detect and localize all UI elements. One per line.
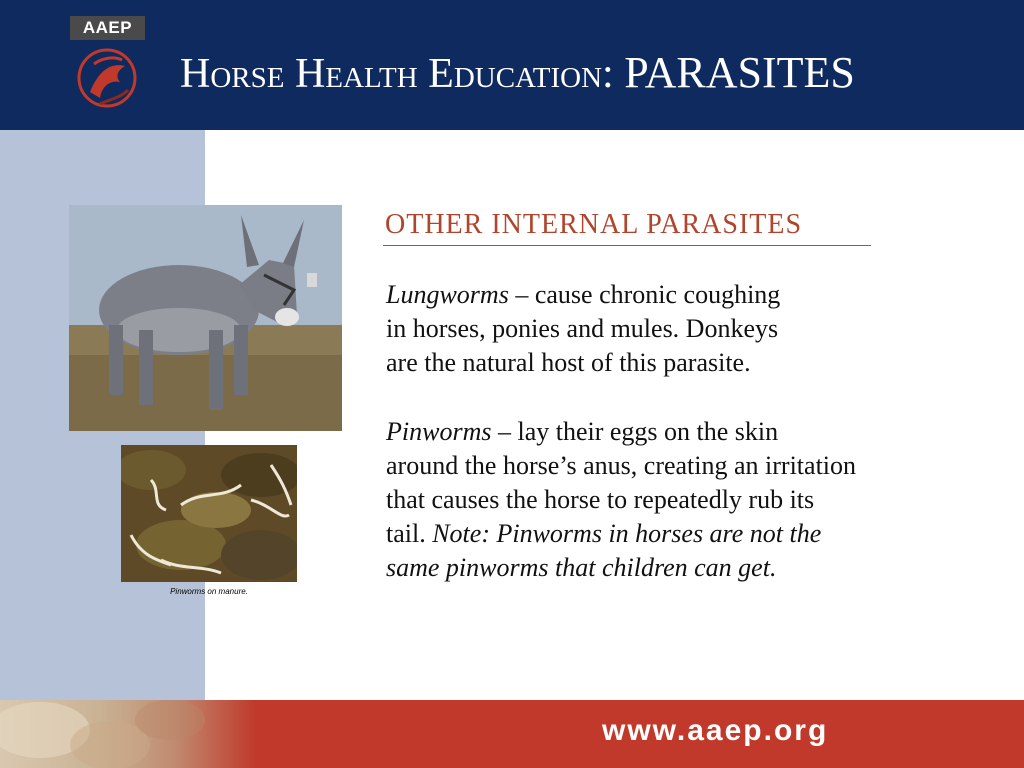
pinworms-note: Note: Pinworms in horses are not the <box>432 519 822 548</box>
pinworms-line4: tail. <box>386 519 433 548</box>
pinworms-line1: – lay their eggs on the skin <box>491 417 779 446</box>
pinworms-line3: that causes the horse to repeatedly rub its <box>386 485 815 514</box>
footer-photo-texture <box>0 700 260 768</box>
lungworms-line2: in horses, ponies and mules. Donkeys <box>386 314 779 343</box>
aaep-logo <box>70 16 145 116</box>
pinworms-note-cont: same pinworms that children can get. <box>386 553 777 582</box>
lungworms-line3: are the natural host of this parasite. <box>386 348 751 377</box>
pinworms-term: Pinworms <box>386 417 492 446</box>
page-title <box>180 48 855 99</box>
donkey-illustration <box>69 205 342 431</box>
lungworms-paragraph <box>386 278 986 380</box>
donkey-photo <box>69 205 342 431</box>
lungworms-term: Lungworms <box>386 280 509 309</box>
section-heading: OTHER INTERNAL PARASITES <box>385 209 803 240</box>
lungworms-line1: – cause chronic coughing <box>508 280 781 309</box>
pinworms-line2: around the horse’s anus, creating an irritation <box>386 451 857 480</box>
title-prefix: Horse Health Education: <box>180 51 614 97</box>
horse-emblem-icon <box>70 42 145 116</box>
website-link[interactable]: www.aaep.org <box>602 714 829 747</box>
photo-caption: Pinworms on manure. <box>170 587 248 596</box>
header-banner <box>0 0 1024 130</box>
title-topic: PARASITES <box>624 48 855 97</box>
heading-divider <box>383 245 871 246</box>
pinworms-paragraph <box>386 415 986 585</box>
pinworms-illustration <box>121 445 297 582</box>
pinworms-photo <box>121 445 297 582</box>
footer-banner <box>0 700 1024 768</box>
logo-text: AAEP <box>70 16 145 40</box>
